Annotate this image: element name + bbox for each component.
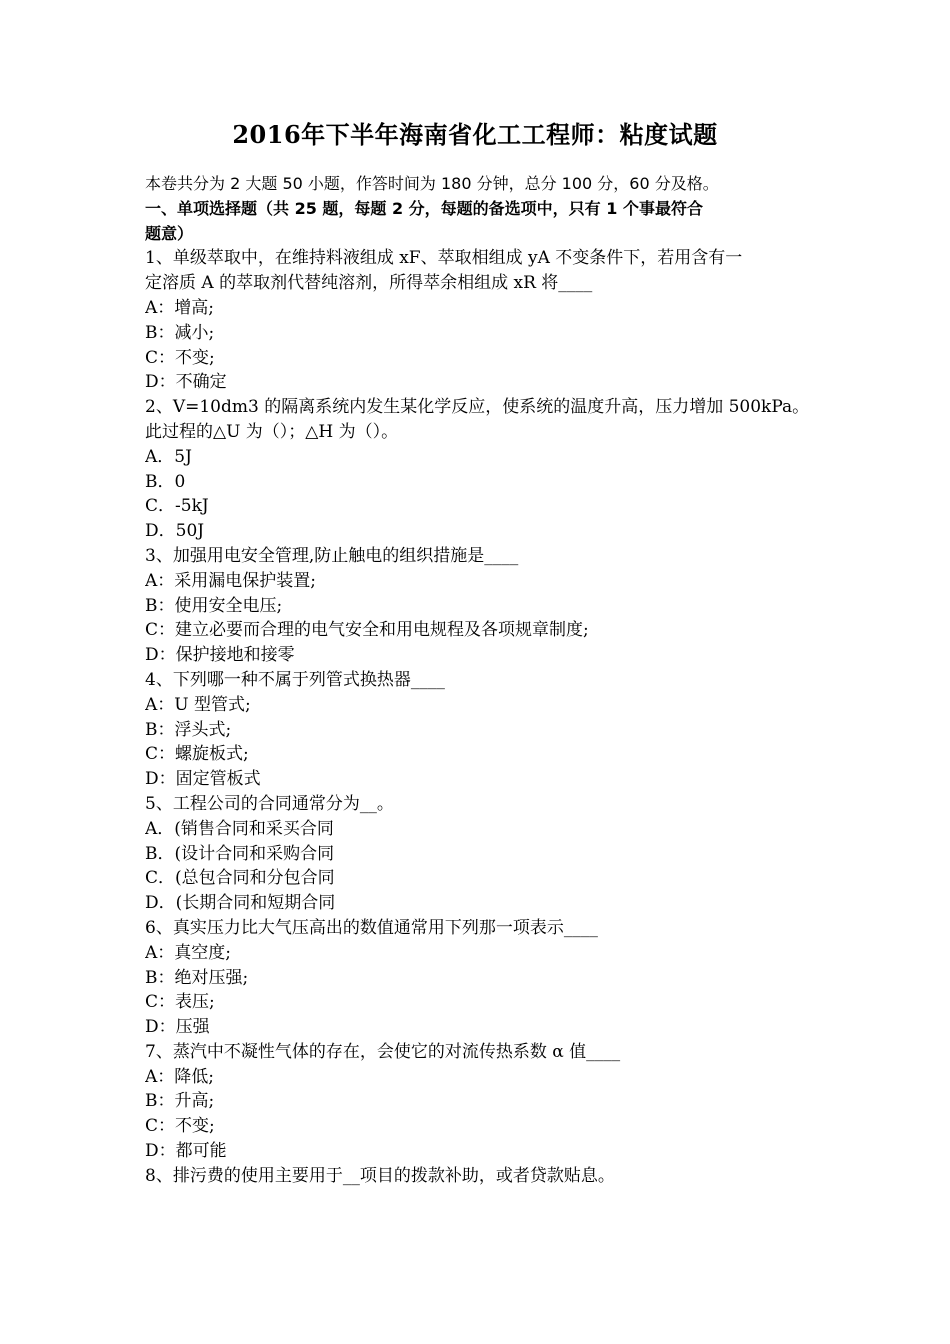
question-stem: 6、真实压力比大气压高出的数值通常用下列那一项表示____ (145, 917, 598, 938)
answer-option: C．(总包合同和分包合同 (145, 868, 335, 889)
question-stem: 1、单级萃取中，在维持料液组成 xF、萃取相组成 yA 不变条件下，若用含有一 (145, 248, 743, 269)
answer-option: D：固定管板式 (145, 769, 261, 790)
question-stem: 2、V=10dm3 的隔离系统内发生某化学反应，使系统的温度升高，压力增加 500kPa。 (145, 397, 810, 418)
answer-option: C：不变; (145, 1116, 215, 1137)
answer-option: C：螺旋板式; (145, 744, 249, 765)
question-stem: 3、加强用电安全管理,防止触电的组织措施是____ (145, 545, 519, 566)
exam-intro: 本卷共分为 2 大题 50 小题，作答时间为 180 分钟，总分 100 分，60 分及格。 (145, 174, 719, 193)
answer-option: A．(销售合同和采买合同 (145, 818, 334, 839)
question-stem: 5、工程公司的合同通常分为__。 (145, 793, 394, 814)
question-item (145, 246, 820, 395)
question-stem: 7、蒸汽中不凝性气体的存在，会使它的对流传热系数 α 值____ (145, 1041, 621, 1062)
question-stem: 8、排污费的使用主要用于__项目的拨款补助，或者贷款贴息。 (145, 1165, 615, 1186)
question-item (145, 544, 820, 668)
question-item (145, 1040, 820, 1164)
document-body (145, 172, 820, 1189)
question-item (145, 1164, 820, 1189)
answer-option: D：压强 (145, 1017, 210, 1038)
question-item (145, 792, 820, 916)
answer-option: A：增高; (145, 297, 215, 318)
answer-option: A：U 型管式; (145, 694, 251, 715)
section-heading-line-1: 一、单项选择题（共 25 题，每题 2 分，每题的备选项中，只有 1 个事最符合 (145, 198, 703, 218)
answer-option: D．50J (145, 521, 205, 542)
answer-option: D：都可能 (145, 1141, 227, 1162)
question-item (145, 668, 820, 792)
answer-option: D．(长期合同和短期合同 (145, 893, 336, 914)
question-stem: 4、下列哪一种不属于列管式换热器____ (145, 669, 445, 690)
answer-option: B：升高; (145, 1091, 215, 1112)
answer-option: C：不变; (145, 347, 215, 368)
question-stem: 此过程的△U 为（）；△H 为（）。 (145, 421, 399, 442)
answer-option: C：建立必要而合理的电气安全和用电规程及各项规章制度; (145, 620, 589, 641)
question-item (145, 916, 820, 1040)
answer-option: B：浮头式; (145, 719, 232, 740)
answer-option: B：减小; (145, 322, 215, 343)
answer-option: C：表压; (145, 992, 215, 1013)
answer-option: A：采用漏电保护装置; (145, 570, 317, 591)
answer-option: A：降低; (145, 1066, 215, 1087)
question-item (145, 395, 820, 544)
page-title: 2016年下半年海南省化工工程师：粘度试题 (232, 120, 718, 149)
answer-option: A：真空度; (145, 942, 232, 963)
answer-option: B．(设计合同和采购合同 (145, 843, 335, 864)
answer-option: D：不确定 (145, 372, 227, 393)
answer-option: D：保护接地和接零 (145, 645, 295, 666)
answer-option: B：使用安全电压; (145, 595, 283, 616)
answer-option: B．0 (145, 471, 186, 492)
answer-option: A．5J (145, 446, 192, 467)
answer-option: B：绝对压强; (145, 967, 249, 988)
answer-option: C．-5kJ (145, 496, 209, 517)
question-stem: 定溶质 A 的萃取剂代替纯溶剂，所得萃余相组成 xR 将____ (145, 273, 593, 294)
question-list (145, 246, 820, 1188)
section-heading-line-2: 题意） (145, 223, 194, 243)
